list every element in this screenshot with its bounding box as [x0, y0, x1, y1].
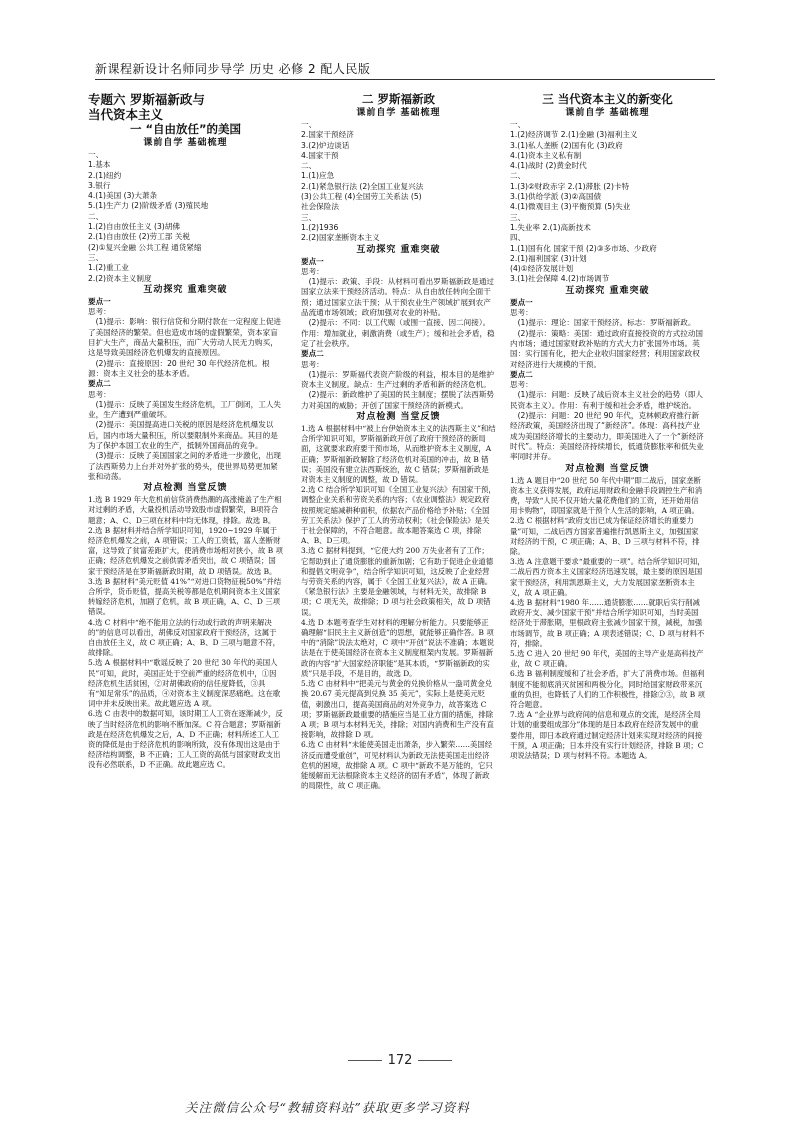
section-title: 三 当代资本主义的新变化 [542, 92, 673, 106]
subsection-heading: 互动探究 重难突破 [143, 284, 228, 295]
answer-line: 1.(2)经济调节 2.(1)金融 (3)福利主义 [510, 130, 638, 140]
answer-line: 社会保险法 [301, 202, 339, 212]
subsection-heading: 对点检测 当堂反馈 [143, 483, 228, 494]
answer-line: 1.(2)重工业 [88, 263, 129, 273]
answer-item: 7.选 A “企业界与政府间的信息和观点的交流，是经济全局计划的重要组成部分”体现的是日本政府在经济发展中的重要作用，即日本政府通过制定经济计划来实现对经济的间接干预，A 项正确；日本并没有实行计划经济，排除 B 项；C 项说法错误；D 项与材料不符。本题选 A。 [510, 710, 704, 760]
answer-line: 1.基本 [88, 160, 111, 170]
hint-paragraph: (1)提示：影响：银行信贷和分期付款在一定程度上促进了美国经济的繁荣。但也造成市场的虚假繁荣，资本家盲目扩大生产，商品大量积压，而广大劳动人民无力购买，这是导致美国经济危机爆发的直接原因。 [88, 317, 282, 358]
answer-line: 三、 [510, 212, 526, 222]
answer-line: 4.(1)微观目主 (3)平衡预算 (5)失业 [510, 202, 631, 212]
answer-line: 三、 [301, 212, 317, 222]
answer-line: 1.(2)1936 [301, 222, 339, 232]
answer-line: 5.(1)生产力 (2)阶级矛盾 (3)殖民地 [88, 201, 209, 211]
subsection-heading: 课前自学 基础梳理 [143, 138, 228, 148]
answer-item: 1.选 A 根据材料中“被上台伊始资本主义的法西斯主义”和结合所学知识可知，罗斯福新政开创了政府干预经济的新局面，这就要求政府要干预市场，从而维护资本主义制度，A 正确；罗斯福新政解除了经济危机对美国的冲击，故 B 错误；美国没有建立法西斯统治，故 C 错误；罗斯福新政是对资本主义制度的调整，故 D 错误。 [301, 424, 496, 485]
answer-item: 6.选 C 由表中的数据可知，该时期工人工资在逐渐减少，反映了当时经济危机的影响不断加深。C 符合题意；罗斯福新政是在经济危机爆发之后，A、D 不正确；材料所述工人工资的降低是由于经济危机的影响所致，没有体现出这是由于经济结构调整，B 不正确；工人工资的高低与国家财政支出没有必然联系，D 不正确。故此题应选 C。 [88, 709, 283, 770]
think-label: 思考： [510, 308, 533, 318]
answer-line: 三、 [88, 252, 104, 262]
answer-line: 3.(1)供给学派 (3)②高国债 [510, 192, 602, 202]
answer-item: 3.选 B 据材料“美元贬值 41%”“对进口货物征税50%”并结合所学，货币贬值，提高关税等都是危机期间资本主义国家转嫁经济危机，加剧了危机，故 B 项正确，A、C、D 三项错误。 [88, 576, 282, 617]
hint-paragraph: (2)提示：问题：20 世纪 90 年代，克林顿政府推行新经济政策，美国经济出现了“新经济”。体现：高科技产业成为美国经济增长的主要动力，即美国进入了一个“新经济时代”。特点：美国经济持续增长，低通货膨胀率和低失业率同时并存。 [510, 411, 704, 462]
section-title: 二 罗斯福新政 [361, 92, 435, 106]
answer-item: 1.选 A 题目中“20 世纪 50 年代中期”即二战后，国家垄断资本主义获得发展，政府运用财政和金融手段调控生产和消费，导致“人民不仅开始大量花费他们的工资，还开始用信用卡购物”，即国家就是干预个人生活的影响，A 项正确。 [510, 475, 703, 516]
answer-item: 4.选 B 据材料“1980 年……通货膨胀……就职后实行削减政府开支、减少国家干预”并结合所学知识可知，当时美国经济处于滞胀期，里根政府主张减少国家干预，减税，加强市场调节，故 B 项正确；A 项表述错误；C、D 项与材料不符，排除。 [510, 597, 705, 648]
key-point-label: 要点二 [88, 379, 111, 389]
answer-item: 3.选 A 注意题干要求“最重要的一项”。结合所学知识可知，二战后西方资本主义国家经济迅速发展，最主要的原因是国家干预经济，利用凯恩斯主义，大力发展国家垄断资本主义，故 A 项正确。 [510, 557, 705, 597]
answer-line: 2.(1)福利国家 (3)计划 [510, 253, 587, 263]
answer-line: 1.失业率 2.(1)高新技术 [510, 222, 591, 232]
answer-line: 二、 [301, 161, 317, 171]
answer-line: (3)公共工程 (4)全国劳工关系法 (5) [301, 192, 422, 202]
key-point-label: 要点二 [301, 349, 324, 359]
answer-line: 1.(1)应急 [301, 171, 335, 181]
answer-line: 4.国家干预 [301, 150, 339, 160]
divider [348, 1060, 382, 1061]
answer-line: (4)①经济发展计划 [510, 264, 574, 274]
think-label: 思考： [301, 359, 324, 369]
subsection-heading: 互动探究 重难突破 [565, 285, 650, 296]
answer-item: 3.选 C 据材料提到，“它使大约 200 万失业者有了工作；它帮助到止了通货膨胀的重新加剧；它有助于促进企业道德和提倡文明竞争”，结合所学知识可知，这反映了企业经营与劳资关系的内容，属于《全国工业复兴法》，故 A 正确。《紧急银行法》主要是金融领域，与材料无关，故排除 B 项；C 项无关，故排除；D 项与社会政策相关，故 D 项错误。 [301, 546, 494, 617]
hint-paragraph: (1)提示：理论：国家干预经济。标志：罗斯福新政。 [517, 318, 696, 328]
think-label: 思考： [88, 307, 111, 317]
key-point-label: 要点一 [510, 297, 533, 307]
answer-item: 2.选 B 据材料并结合所学知识可知，1920~1929 年属于经济危机爆发之前，A 项错误；工人的工资低，富人垄断财富，这导致了贫富差距扩大，使消费市场相对狭小，故 B 项正确；经济危机爆发之前供需矛盾突出，故 C 项错误；国家干预经济是在罗斯福新政时期，故 D 项错误。故选 B。 [88, 525, 283, 576]
answer-line: 二、 [510, 171, 526, 181]
answer-line: 3.(1)社会保障 4.(2)市场调节 [510, 274, 610, 284]
section-title: 一 “自由放任”的美国 [129, 122, 242, 136]
answer-line: 1.(1)国有化 国家干预 (2)③多市场、少政府 [510, 243, 657, 253]
key-point-label: 要点一 [88, 296, 111, 306]
running-header [95, 58, 715, 80]
subsection-heading: 课前自学 基础梳理 [356, 108, 441, 118]
key-point-label: 要点二 [510, 369, 533, 379]
answer-line: 一、 [510, 120, 526, 129]
answer-line: 3.(2)炉边谈话 [301, 140, 350, 150]
think-label: 思考： [510, 380, 533, 390]
hint-paragraph: (1)提示：罗斯福代表资产阶级的利益，根本目的是维护资本主义制度。缺点：生产过剩的矛盾和新的经济危机。 [301, 369, 495, 390]
answer-item: 2.选 C 结合所学知识可知《全国工业复兴法》有国家干预，调整企业关系和劳资关系的内容；《农业调整法》规定政府按照规定缩减耕种面积，依据农产品价格给予补贴；《全国劳工关系法》保护了工人的劳动权利；《社会保险法》是关于社会保障的，不符合题意。故本题答案选 C 项，排除 A、B、D三项。 [301, 485, 496, 546]
answer-line: 2.(1)自由放任 (2)劳工部 关税 [88, 232, 190, 242]
answer-line: 3.(1)私人垄断 (2)国有化 (3)政府 [510, 140, 623, 150]
hint-paragraph: (2)提示：直接原因：20 世纪 30 年代经济危机。根源：资本主义社会的基本矛盾。 [88, 358, 270, 378]
answer-line: 1.(2)自由放任主义 (3)胡佛 [88, 222, 180, 232]
answer-item: 6.选 B 福利制度缓和了社会矛盾，扩大了消费市场。但福利制度不能彻底消灭贫困和两极分化，同时给国家财政带来沉重的负担，也降低了人们的工作积极性，排除②③，故 B 项符合题意。 [510, 669, 705, 709]
think-label: 思考： [88, 389, 111, 399]
basic-answers-list [88, 150, 283, 284]
subsection-heading: 对点检测 当堂反馈 [356, 412, 441, 423]
answer-line: 2.(2)资本主义制度 [88, 273, 152, 283]
footer-note: 关注微信公众号“教辅资料站”获取更多学习资料 [185, 1100, 470, 1115]
key-point-label: 要点一 [301, 256, 324, 266]
answer-line: 2.(1)纽约 [88, 170, 122, 180]
answer-item: 5.选 A 根据材料中“歌谣反映了 20 世纪 30 年代的美国人民”可知，此时，美国正处于空前严重的经济危机中，①因经济危机生活贫困，②对胡佛政府的信任度降低，③具有“知足常乐”的品质，④对资本主义制度深恶痛绝。这在歌词中并未反映出来。故此题应选 A 项。 [88, 658, 281, 709]
hint-paragraph: (2)提示：美国提高进口关税的原因是经济危机爆发以后，国内市场大量积压，所以要限制外来商品。其目的是为了保护本国工农业的生产，抵制外国商品的竞争。 [88, 420, 278, 451]
basic-answers-list [301, 120, 496, 244]
answer-item: 6.选 C 由材料“未能使美国走出萧条，步入繁荣……美国经济反而遭受重创”，可见材料认为新政无法使美国走出经济危机的困境，故排除 A 项。C 项中“新政不是万能的，它只能缓解而无法根除资本主义经济的固有矛盾”，体现了新政的局限性，故 C 项正确。 [301, 740, 493, 791]
hint-paragraph: (2)提示：新政维护了美国的民主制度；摆脱了法西斯势力对美国的威胁；开创了国家干预经济的新模式。 [301, 390, 495, 410]
page-number [330, 1053, 470, 1068]
page-number-text: 172 [387, 1053, 413, 1068]
answer-line: 一、 [301, 120, 317, 129]
topic-title-line2: 当代资本主义 [88, 107, 164, 122]
answer-line: 3.银行 [88, 180, 111, 190]
answer-line: 4.(1)美国 (3)大萧条 [88, 191, 158, 201]
answer-item: 5.选 C 由材料中“把美元与黄金的兑换价格从一盎司黄金兑换 20.67 美元提高到兑换 35 美元”，实际上是使美元贬值，刺激出口，提高美国商品的对外竞争力，故答案选 C 项；罗斯福新政最重要的措施应当是工业方面的措施，排除 A 项；B 项与本材料无关，排除；对国内消费和生产没有直接影响，故排除 D 项。 [301, 679, 494, 740]
answer-line: 一、 [88, 150, 104, 159]
column-1 [88, 92, 283, 771]
answer-line: 二、 [88, 211, 104, 221]
subsection-heading: 互动探究 重难突破 [356, 244, 441, 255]
answer-item: 4.选 D 本题考查学生对材料的理解分析能力。只要能够正确理解“旧民主主义新创造”的思想，就能够正确作答。B 项中的“消除”说法太绝对，C 项中“开创”说法不准确；本题说法是在于使美国经济在资本主义制度框架内发展。罗斯福新政的内容“扩大国家经济职能”是其本质，“罗斯福新政的实质”只是手段，不是目的，故选 D。 [301, 617, 495, 678]
answer-line: 4.(1)战时 (2)黄金时代 [510, 161, 587, 171]
subsection-heading: 课前自学 基础梳理 [565, 108, 650, 118]
topic-title-line1: 专题六 罗斯福新政与 [88, 92, 205, 107]
answer-item: 4.选 C 材料中“绝不能用立法的行动或行政的声明来解决的”的信息可以看出，胡佛反对国家政府干预经济，这属于自由放任主义，故 C 项正确；A、B、D 三项与题意不符，故排除。 [88, 617, 280, 658]
answer-item: 2.选 C 根据材料“政府支出已成为保证经济增长的重要力量”可知，二战后西方国家普遍推行凯恩斯主义，加强国家对经济的干预，C 项正确；A、B、D 三项与材料不符，排除。 [510, 516, 700, 556]
answer-line: (2)①复兴金融 公共工程 通货紧缩 [88, 242, 202, 252]
answer-line: 2.(2)国家垄断资本主义 [301, 233, 380, 243]
hint-paragraph: (1)提示：反映了美国发生经济危机，工厂倒闭，工人失业，生产遭到严重破坏。 [88, 399, 282, 420]
divider [418, 1060, 452, 1061]
answer-line: 四、 [510, 233, 526, 243]
column-2 [301, 92, 496, 791]
column-3 [510, 92, 705, 761]
basic-answers-list [510, 120, 705, 285]
answer-line: 2.国家干预经济 [301, 130, 354, 140]
hint-paragraph: (2)提示：策略：美国：通过政府直接投资的方式拉动国内市场；通过国家财政补贴的方式大力扩张国外市场。英国：实行国有化，把大企业收归国家经营；利用国家政权对经济进行大规模的干预。 [510, 328, 704, 369]
answer-line: 1.(3)②财政赤字 2.(1)滞胀 (2)卡特 [510, 181, 630, 191]
header-title: 新课程新设计名师同步导学 历史 必修 2 配人民版 [95, 62, 371, 76]
hint-paragraph: (2)提示：不同：以工代赈（或围一直接、因二间接）。作用：增加就业，刺激消费（或生产）；缓和社会矛盾，稳定了社会秩序。 [301, 318, 495, 348]
answer-item: 5.选 C 进入 20 世纪 90 年代，美国的主导产业是高科技产业，故 C 项正确。 [510, 648, 704, 669]
hint-paragraph: (1)提示：问题：反映了战后资本主义社会的趋势（即人民资本主义）。作用：有利于缓和社会矛盾，维护统治。 [510, 390, 704, 410]
hint-paragraph: (3)提示：反映了美国国家之间的矛盾进一步激化，出现了法西斯势力上台并对外扩张的势头，使世界局势更加紧张和动荡。 [88, 451, 282, 481]
think-label: 思考： [301, 266, 324, 276]
hint-paragraph: (1)提示：政策、手段：从材料可看出罗斯福新政是通过国家立法来干预经济活动。特点：从自由放任转向全面干预；通过国家立法干预；从干预农业生产领域扩展到农产品流通市场领域；政府加强对农业的补贴。 [301, 277, 495, 318]
answer-line: 4.(1)资本主义私有制 [510, 150, 582, 160]
answer-line: 2.(1)紧急银行法 (2)全国工业复兴法 [301, 181, 424, 191]
answer-item: 1.选 B 1929 年大危机前信贷消费热潮的高涨掩盖了生产相对过剩的矛盾，大量投机活动导致股市虚假繁荣，B项符合题意；A、C、D三项在材料中均无体现，排除。故选 B。 [88, 495, 282, 525]
subsection-heading: 对点检测 当堂反馈 [565, 463, 650, 474]
